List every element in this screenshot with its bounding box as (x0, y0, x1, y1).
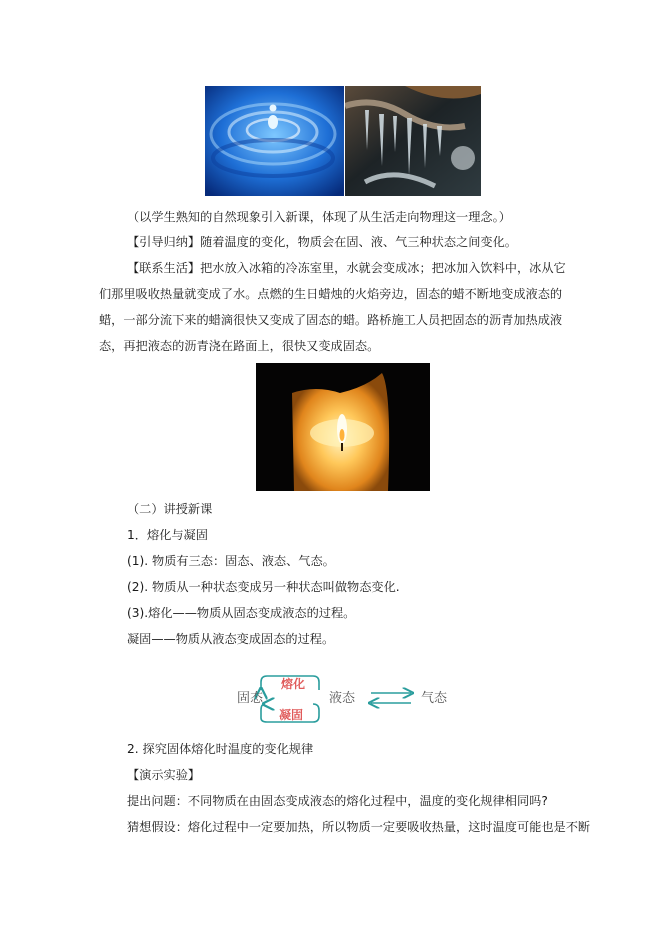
freezing-label: 凝固 (279, 708, 304, 722)
sub-item-2: (2). 物质从一种状态变成另一种状态叫做物态变化. (127, 580, 400, 594)
solid-label: 固态 (237, 691, 264, 706)
hypothesis-paragraph: 猜想假设：熔化过程中一定要加热，所以物质一定要吸收热量，这时温度可能也是不断 (127, 820, 591, 834)
gas-label: 气态 (421, 691, 448, 706)
icicles-photo (345, 86, 481, 196)
sub-item-3: (3).熔化——物质从固态变成液态的过程。 (127, 606, 356, 620)
sub-item-1: (1). 物质有三态：固态、液态、气态。 (127, 554, 335, 568)
liquid-label: 液态 (329, 691, 356, 706)
state-change-diagram (225, 668, 457, 728)
candle-photo (256, 363, 430, 491)
water-droplet-photo (205, 86, 344, 196)
demo-heading: 【演示实验】 (127, 768, 201, 782)
life-link-paragraph: 【联系生活】把水放入冰箱的冷冻室里，水就会变成冰；把冰加入饮料中，冰从它们那里吸收热量就变成了水。点燃的生日蜡烛的火焰旁边，固态的蜡不断地变成液态的蜡，一部分流下来的蜡滴很快又变成了固态的蜡。路桥施工人员把固态的沥青加热成液态，再把液态的沥青浇在路面上，很快又变成固态。 (99, 261, 566, 353)
item-1-heading: 1．熔化与凝固 (127, 528, 208, 542)
solidify-definition: 凝固——物质从液态变成固态的过程。 (127, 632, 335, 646)
section-2-heading: （二）讲授新课 (127, 502, 213, 516)
question-paragraph: 提出问题：不同物质在由固态变成液态的熔化过程中，温度的变化规律相同吗? (127, 794, 548, 808)
guide-paragraph: 【引导归纳】随着温度的变化，物质会在固、液、气三种状态之间变化。 (127, 235, 517, 249)
item-2-heading: 2. 探究固体熔化时温度的变化规律 (127, 742, 314, 756)
intro-note: （以学生熟知的自然现象引入新课，体现了从生活走向物理这一理念。） (127, 210, 511, 224)
melting-label: 熔化 (281, 677, 306, 691)
